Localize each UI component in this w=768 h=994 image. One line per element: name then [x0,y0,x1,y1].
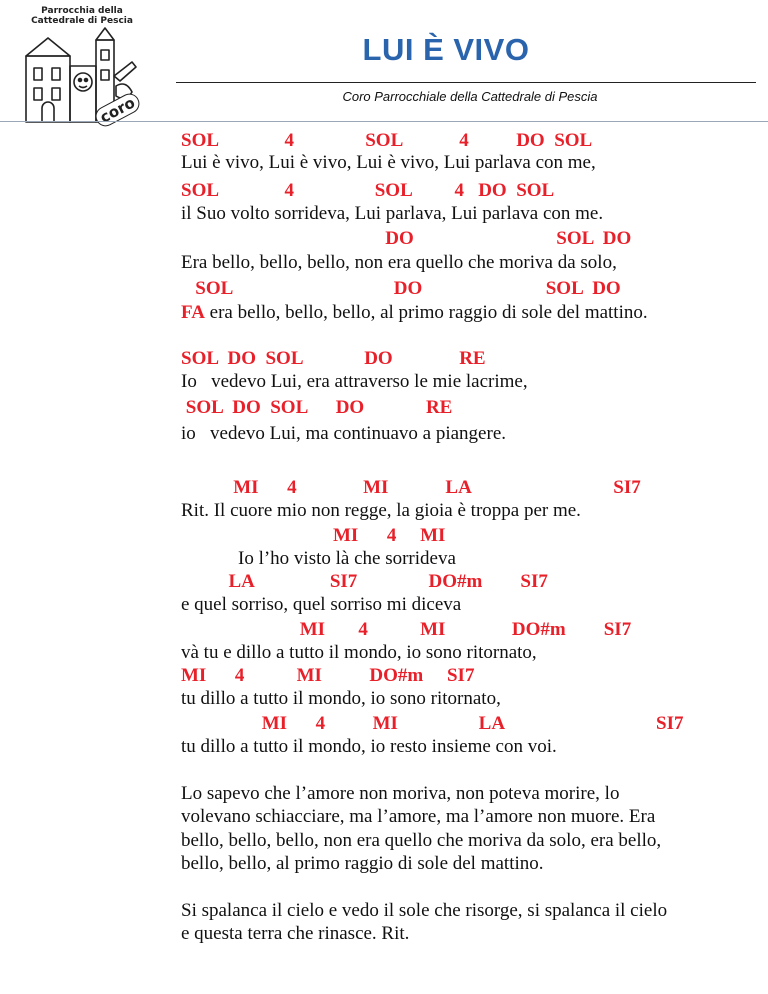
parish-logo [22,4,142,130]
verse-line: Lo sapevo che l’amore non moriva, non poteva morire, lo [181,783,620,804]
chord-line: SOL DO SOL DO [181,278,621,299]
lyric-line: il Suo volto sorrideva, Lui parlava, Lui parlava con me. [181,203,604,224]
lyric-line-with-chord [181,302,648,324]
lyric-line: và tu e dillo a tutto il mondo, io sono ritornato, [181,642,537,663]
chord-line: MI 4 MI [181,525,446,546]
chord-line: MI 4 MI LA SI7 [181,713,684,734]
lyric-line: Io vedevo Lui, era attraverso le mie lacrime, [181,371,528,392]
chord-line: MI 4 MI DO#m SI7 [181,665,475,686]
lyric-line: tu dillo a tutto il mondo, io resto insieme con voi. [181,736,557,757]
verse-line: Si spalanca il cielo e vedo il sole che risorge, si spalanca il cielo [181,900,668,921]
logo-text-line2: Cattedrale di Pescia [31,16,133,26]
verse-line: bello, bello, al primo raggio di sole del mattino. [181,853,544,874]
verse-line: e questa terra che rinasce. Rit. [181,923,410,944]
chord-line: LA SI7 DO#m SI7 [181,571,548,592]
choir-subtitle: Coro Parrocchiale della Cattedrale di Pescia [342,89,598,104]
lyric-line: Lui è vivo, Lui è vivo, Lui è vivo, Lui parlava con me, [181,152,596,173]
lyric-line: Io l’ho visto là che sorrideva [181,548,456,569]
lyric-line: e quel sorriso, quel sorriso mi diceva [181,594,462,615]
verse-line: volevano schiacciare, ma l’amore, ma l’amore non muore. Era [181,806,656,827]
inline-chord-fa: FA [181,302,205,323]
lyric-line: Rit. Il cuore mio non regge, la gioia è troppa per me. [181,500,581,521]
coro-badge: coro [92,90,143,130]
verse-line: bello, bello, bello, non era quello che moriva da solo, era bello, [181,830,662,851]
chord-line: DO SOL DO [181,228,632,249]
chord-line: SOL DO SOL DO RE [181,348,486,369]
chord-line: MI 4 MI DO#m SI7 [181,619,632,640]
lyric-line: tu dillo a tutto il mondo, io sono ritornato, [181,688,501,709]
logo-text-line1: Parrocchia della [41,6,123,16]
chord-line: SOL 4 SOL 4 DO SOL [181,130,593,151]
chord-line: SOL DO SOL DO RE [181,397,453,418]
chord-line: SOL 4 SOL 4 DO SOL [181,180,555,201]
header-rule [176,82,756,83]
lyric-line: Era bello, bello, bello, non era quello che moriva da solo, [181,252,617,273]
header-divider [0,121,768,122]
lyric-text: era bello, bello, bello, al primo raggio di sole del mattino. [204,302,648,323]
chord-line: MI 4 MI LA SI7 [181,477,641,498]
lyric-line: io vedevo Lui, ma continuavo a piangere. [181,423,507,444]
song-title: LUI È VIVO [362,32,530,67]
